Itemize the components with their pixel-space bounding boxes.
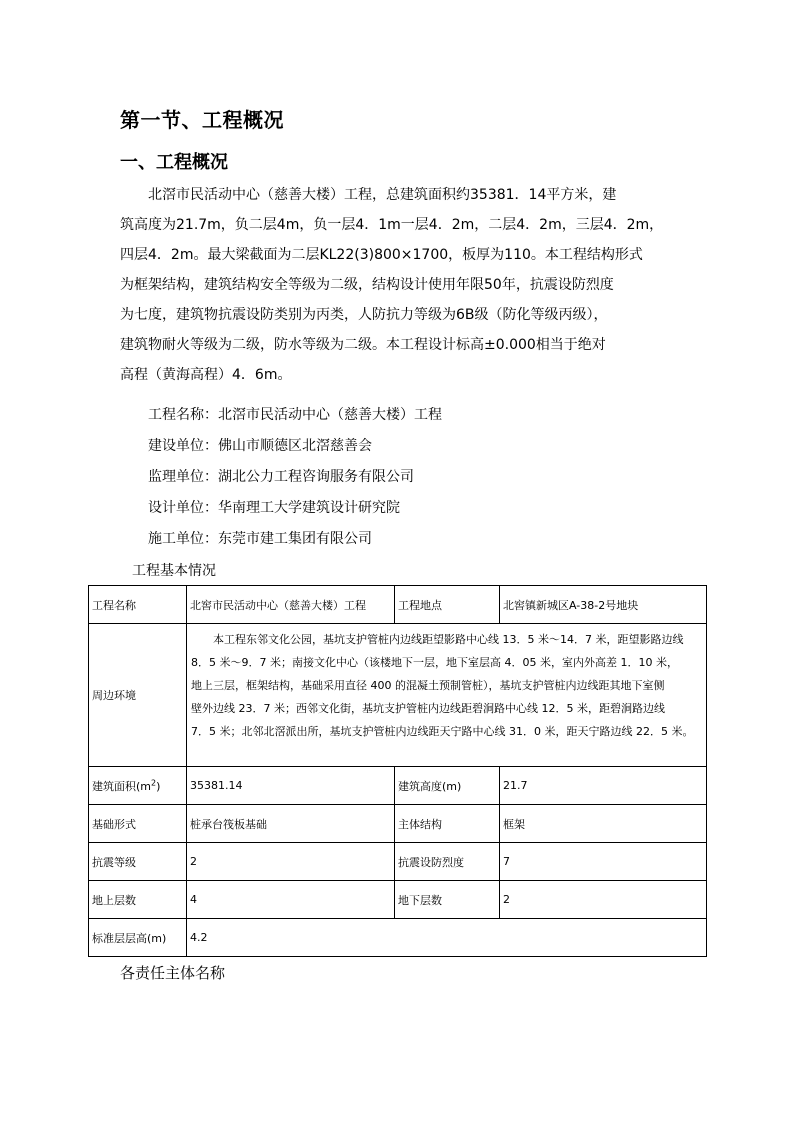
info-label: 施工单位： (148, 531, 218, 547)
basic-info-table (88, 585, 707, 957)
table-cell: 工程地点 (395, 586, 500, 624)
table-cell: 2 (500, 881, 707, 919)
info-row-supervisor (148, 462, 442, 493)
responsible-parties-heading: 各责任主体名称 (120, 964, 226, 982)
table-row (89, 624, 707, 767)
paragraph-line: 建筑物耐火等级为二级，防水等级为二级。本工程设计标高±0.000相当于绝对 (120, 337, 606, 353)
info-value: 湖北公力工程咨询服务有限公司 (218, 469, 414, 485)
paragraph-line: 北滘市民活动中心（慈善大楼）工程，总建筑面积约35381．14平方米，建 (148, 187, 617, 203)
table-cell: 抗震等级 (89, 843, 187, 881)
paragraph-line: 四层4．2m。最大梁截面为二层KL22(3)800×1700，板厚为110。本工程结构形式 (120, 247, 643, 263)
info-label: 监理单位： (148, 469, 218, 485)
table-cell: 工程名称 (89, 586, 187, 624)
table-row (89, 919, 707, 957)
info-row-owner (148, 431, 442, 462)
table-cell (89, 767, 187, 805)
table-cell: 标准层层高(m) (89, 919, 187, 957)
surroundings-text (191, 628, 702, 743)
project-info-list (148, 400, 442, 555)
surroundings-line: 8．5 米～9．7 米；南接文化中心（该楼地下一层，地下室层高 4．05 米，室内外高差 1．10 米， (191, 656, 678, 669)
table-cell: 35381.14 (187, 767, 395, 805)
table-cell: 建筑高度(m) (395, 767, 500, 805)
paragraph-line: 为框架结构，建筑结构安全等级为二级，结构设计使用年限50年，抗震设防烈度 (120, 277, 614, 293)
info-row-project-name (148, 400, 442, 431)
table-cell: 基础形式 (89, 805, 187, 843)
subsection-heading: 一、工程概况 (120, 152, 228, 173)
info-value: 东莞市建工集团有限公司 (218, 531, 372, 547)
table-row (89, 767, 707, 805)
surroundings-cell (187, 624, 707, 767)
surroundings-line: 壁外边线 23．7 米；西邻文化街，基坑支护管桩内边线距碧涧路中心线 12．5 米，距碧涧路边线 (191, 702, 665, 715)
table-row (89, 586, 707, 624)
table-cell: 21.7 (500, 767, 707, 805)
table-caption: 工程基本情况 (132, 563, 216, 579)
table-cell: 4.2 (187, 919, 707, 957)
overview-paragraph (120, 180, 680, 390)
table-cell: 北窖市民活动中心（慈善大楼）工程 (187, 586, 395, 624)
paragraph-line: 为七度，建筑物抗震设防类别为丙类，人防抗力等级为6B级（防化等级丙级）， (120, 307, 608, 323)
table-cell: 7 (500, 843, 707, 881)
table-cell: 4 (187, 881, 395, 919)
info-value: 华南理工大学建筑设计研究院 (218, 500, 400, 516)
table-cell: 桩承台筏板基础 (187, 805, 395, 843)
table-cell: 地上层数 (89, 881, 187, 919)
table-cell: 2 (187, 843, 395, 881)
info-row-designer (148, 493, 442, 524)
table-cell: 地下层数 (395, 881, 500, 919)
table-row (89, 805, 707, 843)
paragraph-line: 筑高度为21.7m，负二层4m，负一层4．1m一层4．2m，二层4．2m，三层4．2m， (120, 217, 664, 233)
table-row (89, 881, 707, 919)
section-heading: 第一节、工程概况 (120, 108, 284, 132)
surroundings-line: 本工程东邻文化公园，基坑支护管桩内边线距望影路中心线 13．5 米～14．7 米，距望影路边线 (213, 633, 684, 646)
area-label-sup: 2 (151, 777, 157, 787)
table-cell: 主体结构 (395, 805, 500, 843)
table-row (89, 843, 707, 881)
info-label: 设计单位： (148, 500, 218, 516)
info-label: 建设单位： (148, 438, 218, 454)
table-cell: 北窖镇新城区A-38-2号地块 (500, 586, 707, 624)
info-value: 佛山市顺德区北滘慈善会 (218, 438, 372, 454)
info-value: 北滘市民活动中心（慈善大楼）工程 (218, 407, 442, 423)
table-cell: 周边环境 (89, 624, 187, 767)
paragraph-line: 高程（黄海高程）4．6m。 (120, 367, 292, 383)
table-cell: 抗震设防烈度 (395, 843, 500, 881)
area-label-close: ) (156, 779, 161, 793)
info-label: 工程名称： (148, 407, 218, 423)
surroundings-line: 7．5 米；北邻北滘派出所，基坑支护管桩内边线距天宁路中心线 31．0 米，距天宁路边线 22．5 米。 (191, 725, 694, 738)
surroundings-line: 地上三层，框架结构，基础采用直径 400 的混凝土预制管桩），基坑支护管桩内边线距其地下室侧 (191, 679, 665, 692)
info-row-contractor (148, 524, 442, 555)
table-cell: 框架 (500, 805, 707, 843)
area-label: 建筑面积(m (92, 779, 152, 793)
